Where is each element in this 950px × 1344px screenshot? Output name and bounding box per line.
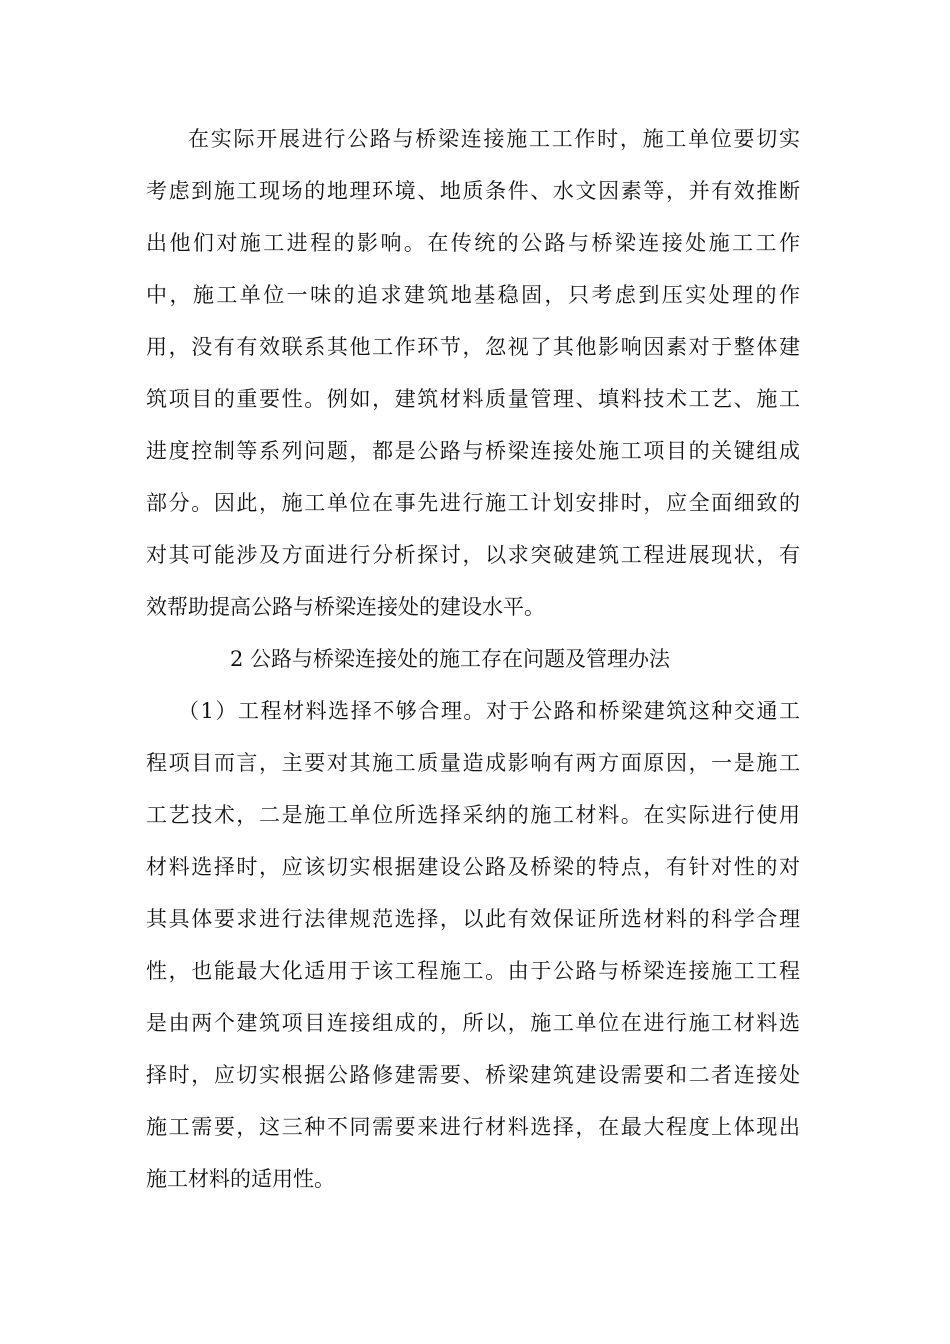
text-line: 施工需要，这三种不同需要来进行材料选择，在最大程度上体现出 — [146, 1115, 800, 1139]
text-line: 用，没有有效联系其他工作环节，忽视了其他影响因素对于整体建 — [146, 335, 800, 359]
text-line: 对其可能涉及方面进行分析探讨，以求突破建筑工程进展现状，有 — [146, 543, 800, 567]
text-line: 中，施工单位一味的追求建筑地基稳固，只考虑到压实处理的作 — [146, 283, 800, 307]
text-line: 进度控制等系列问题，都是公路与桥梁连接处施工项目的关键组成 — [146, 439, 800, 463]
text-line: 是由两个建筑项目连接组成的，所以，施工单位在进行施工材料选 — [146, 1011, 800, 1035]
text-line: 效帮助提高公路与桥梁连接处的建设水平。 — [146, 595, 545, 619]
text-line: 程项目而言，主要对其施工质量造成影响有两方面原因，一是施工 — [146, 751, 800, 775]
paragraph-material-selection — [146, 685, 800, 1205]
text-line: 考虑到施工现场的地理环境、地质条件、水文因素等，并有效推断 — [146, 179, 800, 203]
text-line: 部分。因此，施工单位在事先进行施工计划安排时，应全面细致的 — [146, 491, 800, 515]
section-heading-paragraph — [146, 633, 800, 685]
text-line: 择时，应切实根据公路修建需要、桥梁建筑建设需要和二者连接处 — [146, 1063, 800, 1087]
document-body — [146, 113, 800, 1205]
text-line: 性，也能最大化适用于该工程施工。由于公路与桥梁连接施工工程 — [146, 959, 800, 983]
text-line: 出他们对施工进程的影响。在传统的公路与桥梁连接处施工工作 — [146, 231, 800, 255]
text-line: 筑项目的重要性。例如，建筑材料质量管理、填料技术工艺、施工 — [146, 387, 800, 411]
text-line: 其具体要求进行法律规范选择，以此有效保证所选材料的科学合理 — [146, 907, 800, 931]
section-heading: 2 公路与桥梁连接处的施工存在问题及管理办法 — [230, 647, 671, 671]
text-line: 施工材料的适用性。 — [146, 1167, 335, 1191]
text-line: （1）工程材料选择不够合理。对于公路和桥梁建筑这种交通工 — [178, 699, 800, 723]
text-line: 在实际开展进行公路与桥梁连接施工工作时，施工单位要切实 — [188, 127, 800, 151]
text-line: 工艺技术，二是施工单位所选择采纳的施工材料。在实际进行使用 — [146, 803, 800, 827]
text-line: 材料选择时，应该切实根据建设公路及桥梁的特点，有针对性的对 — [146, 855, 800, 879]
paragraph-construction-factors — [146, 113, 800, 633]
